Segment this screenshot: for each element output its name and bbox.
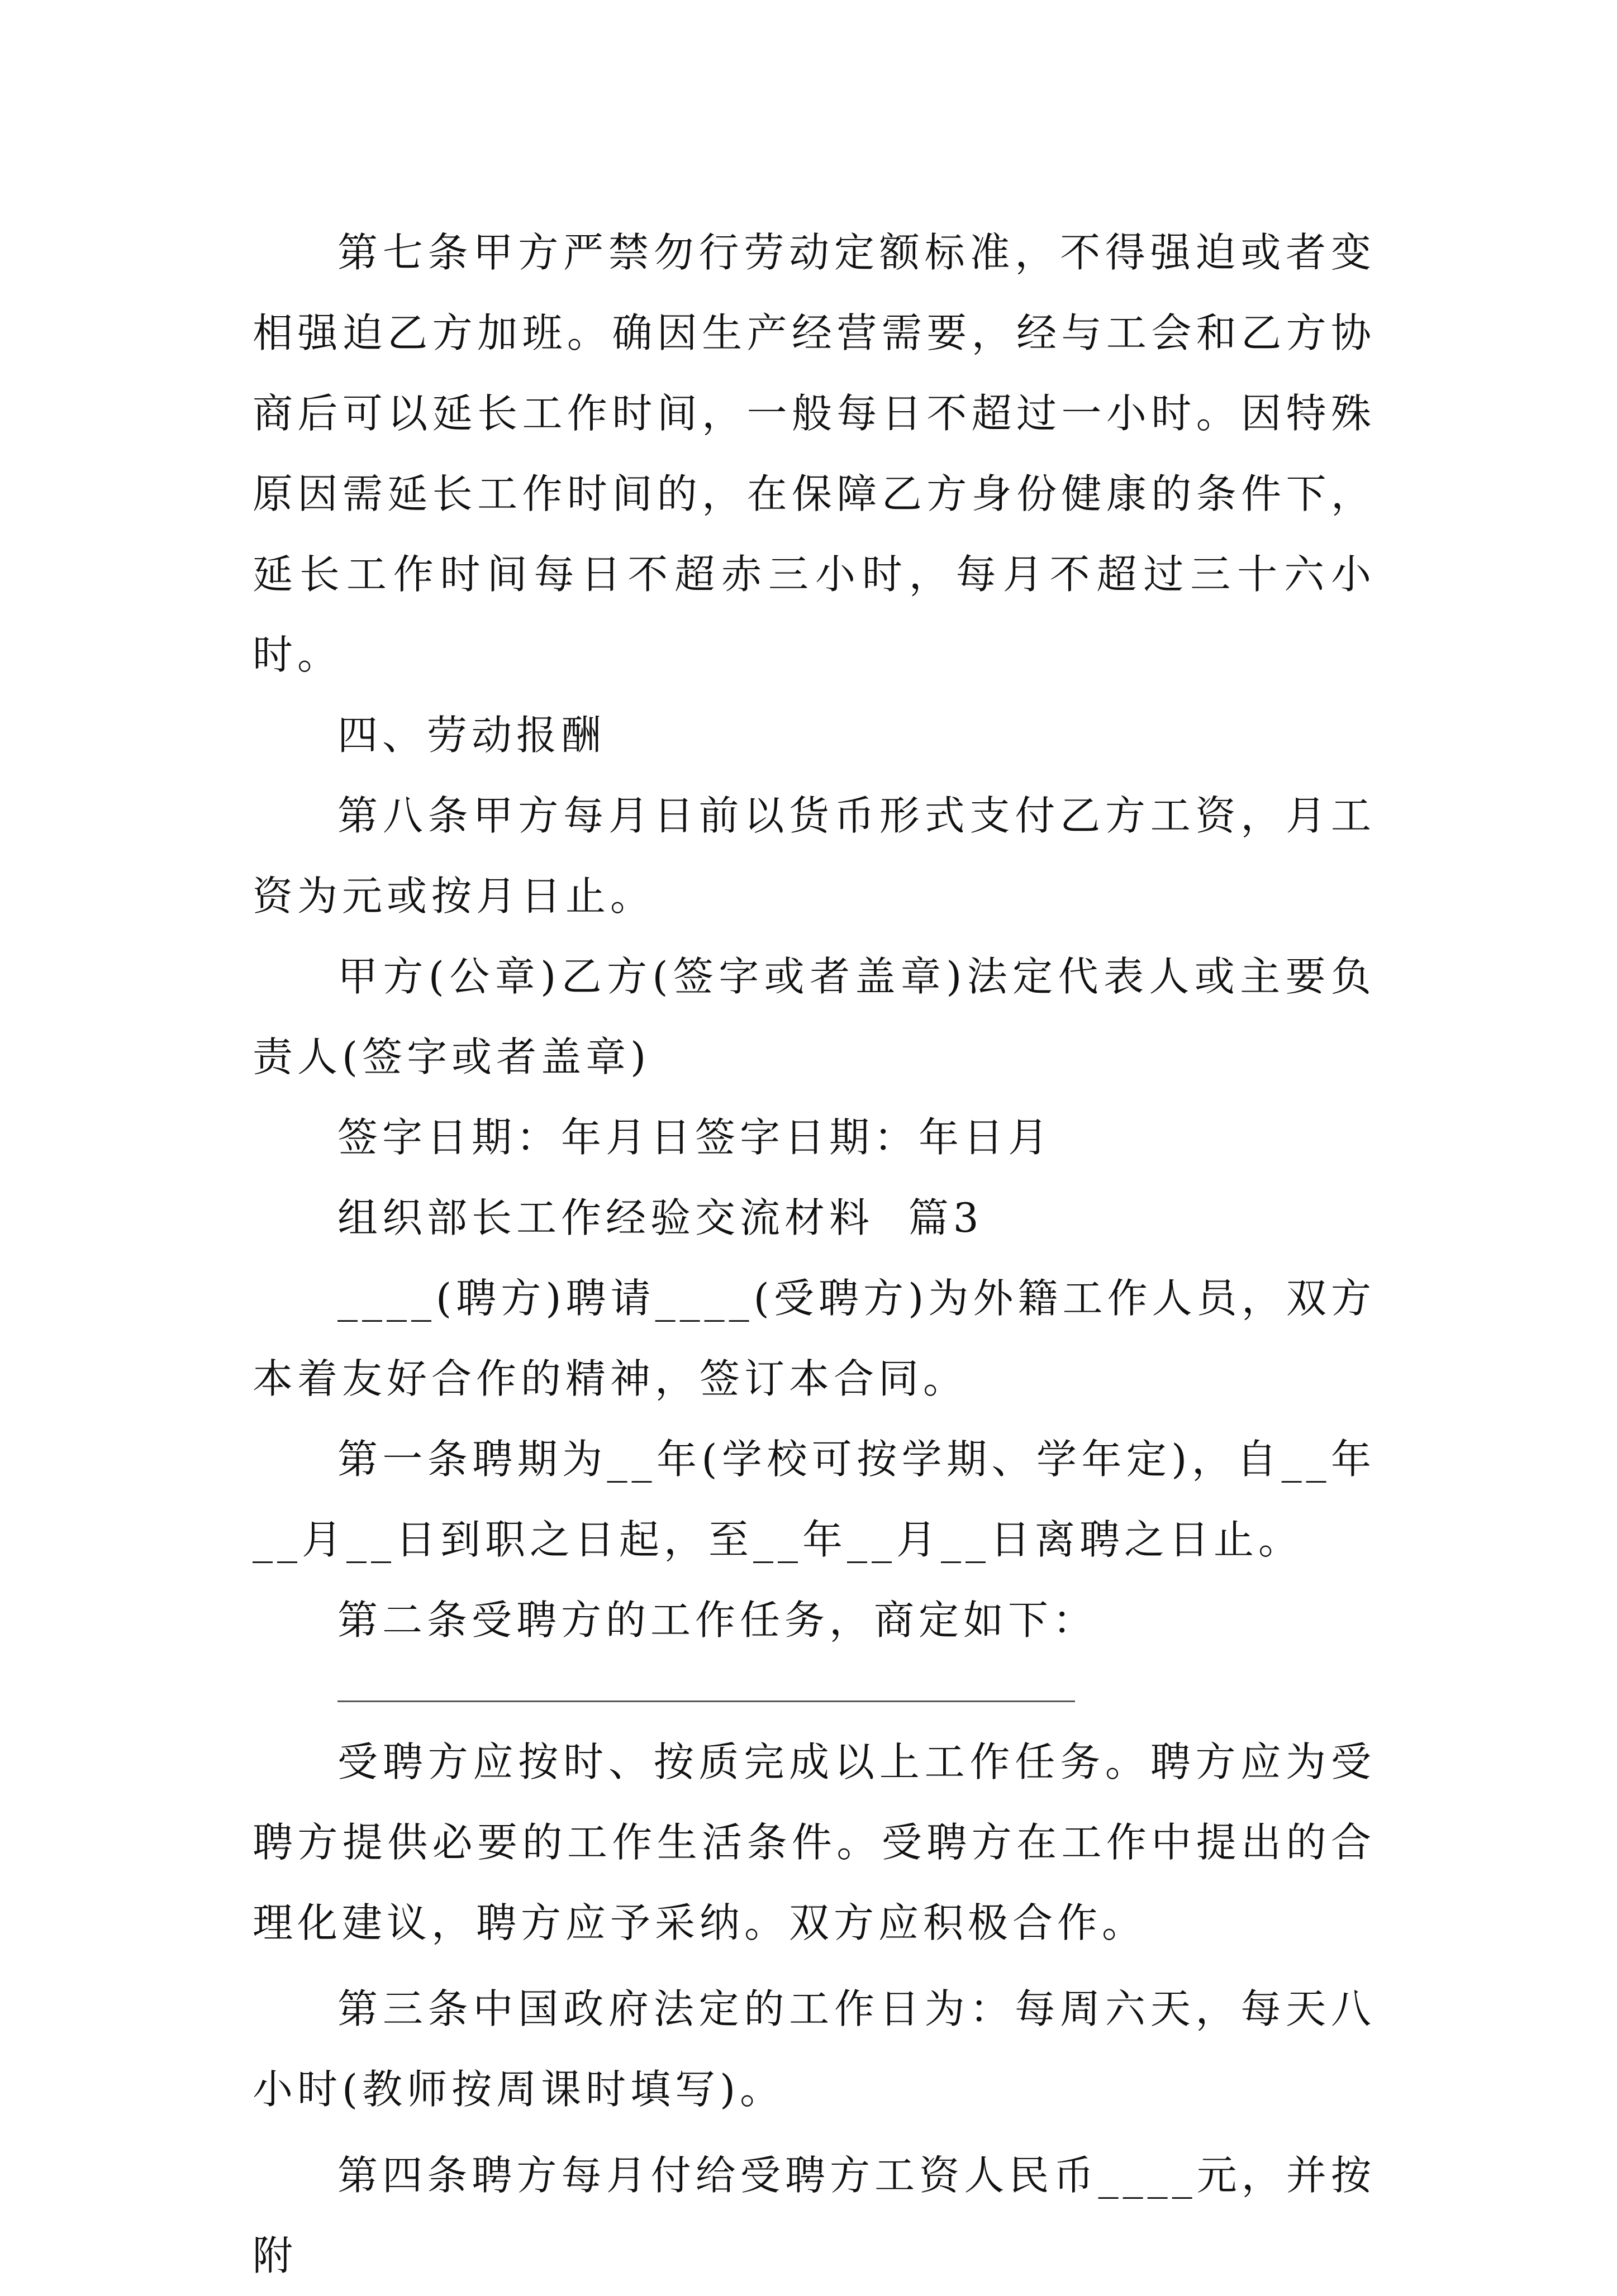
paragraph-duties: 受聘方应按时、按质完成以上工作任务。聘方应为受聘方提供必要的工作生活条件。受聘方在工作中提出的合理化建议，聘方应予采纳。双方应积极合作。: [253, 1738, 1376, 1946]
section-title-chapter-3: 组织部长工作经验交流材料 篇3: [337, 1194, 983, 1241]
paragraph-article-3: 第三条中国政府法定的工作日为：每周六天，每天八小时(教师按周课时填写)。: [253, 1985, 1376, 2113]
paragraph-article-2: 第二条受聘方的工作任务，商定如下：: [337, 1597, 1098, 1644]
paragraph-contract-intro: ____(聘方)聘请____(受聘方)为外籍工作人员，双方本着友好合作的精神，签订本合同。: [253, 1275, 1376, 1402]
paragraph-article-4: 第四条聘方每月付给受聘方工资人民币____元，并按附: [253, 2152, 1376, 2279]
paragraph-signature-parties: 甲方(公章)乙方(签字或者盖章)法定代表人或主要负责人(签字或者盖章): [253, 953, 1376, 1080]
document-body: [253, 212, 1376, 2296]
paragraph-article-8: 第八条甲方每月日前以货币形式支付乙方工资，月工资为元或按月日止。: [253, 792, 1376, 920]
paragraph-signature-dates: 签字日期：年月日签字日期：年日月: [337, 1114, 1053, 1161]
paragraph-article-1: 第一条聘期为__年(学校可按学期、学年定)，自__年__月__日到职之日起，至__年__月__日离聘之日止。: [253, 1436, 1376, 1563]
paragraph-article-7: 第七条甲方严禁勿行劳动定额标准，不得强迫或者变相强迫乙方加班。确因生产经营需要，经与工会和乙方协商后可以延长工作时间，一般每日不超过一小时。因特殊原因需延长工作时间的，在保障乙方身份健康的条件下，延长工作时间每日不超赤三小时，每月不超过三十六小时。: [253, 229, 1376, 678]
horizontal-rule: [337, 1700, 1075, 1702]
fill-in-blank-line: [253, 1660, 1376, 1722]
section-heading-labor-pay: 四、劳动报酬: [337, 712, 606, 759]
